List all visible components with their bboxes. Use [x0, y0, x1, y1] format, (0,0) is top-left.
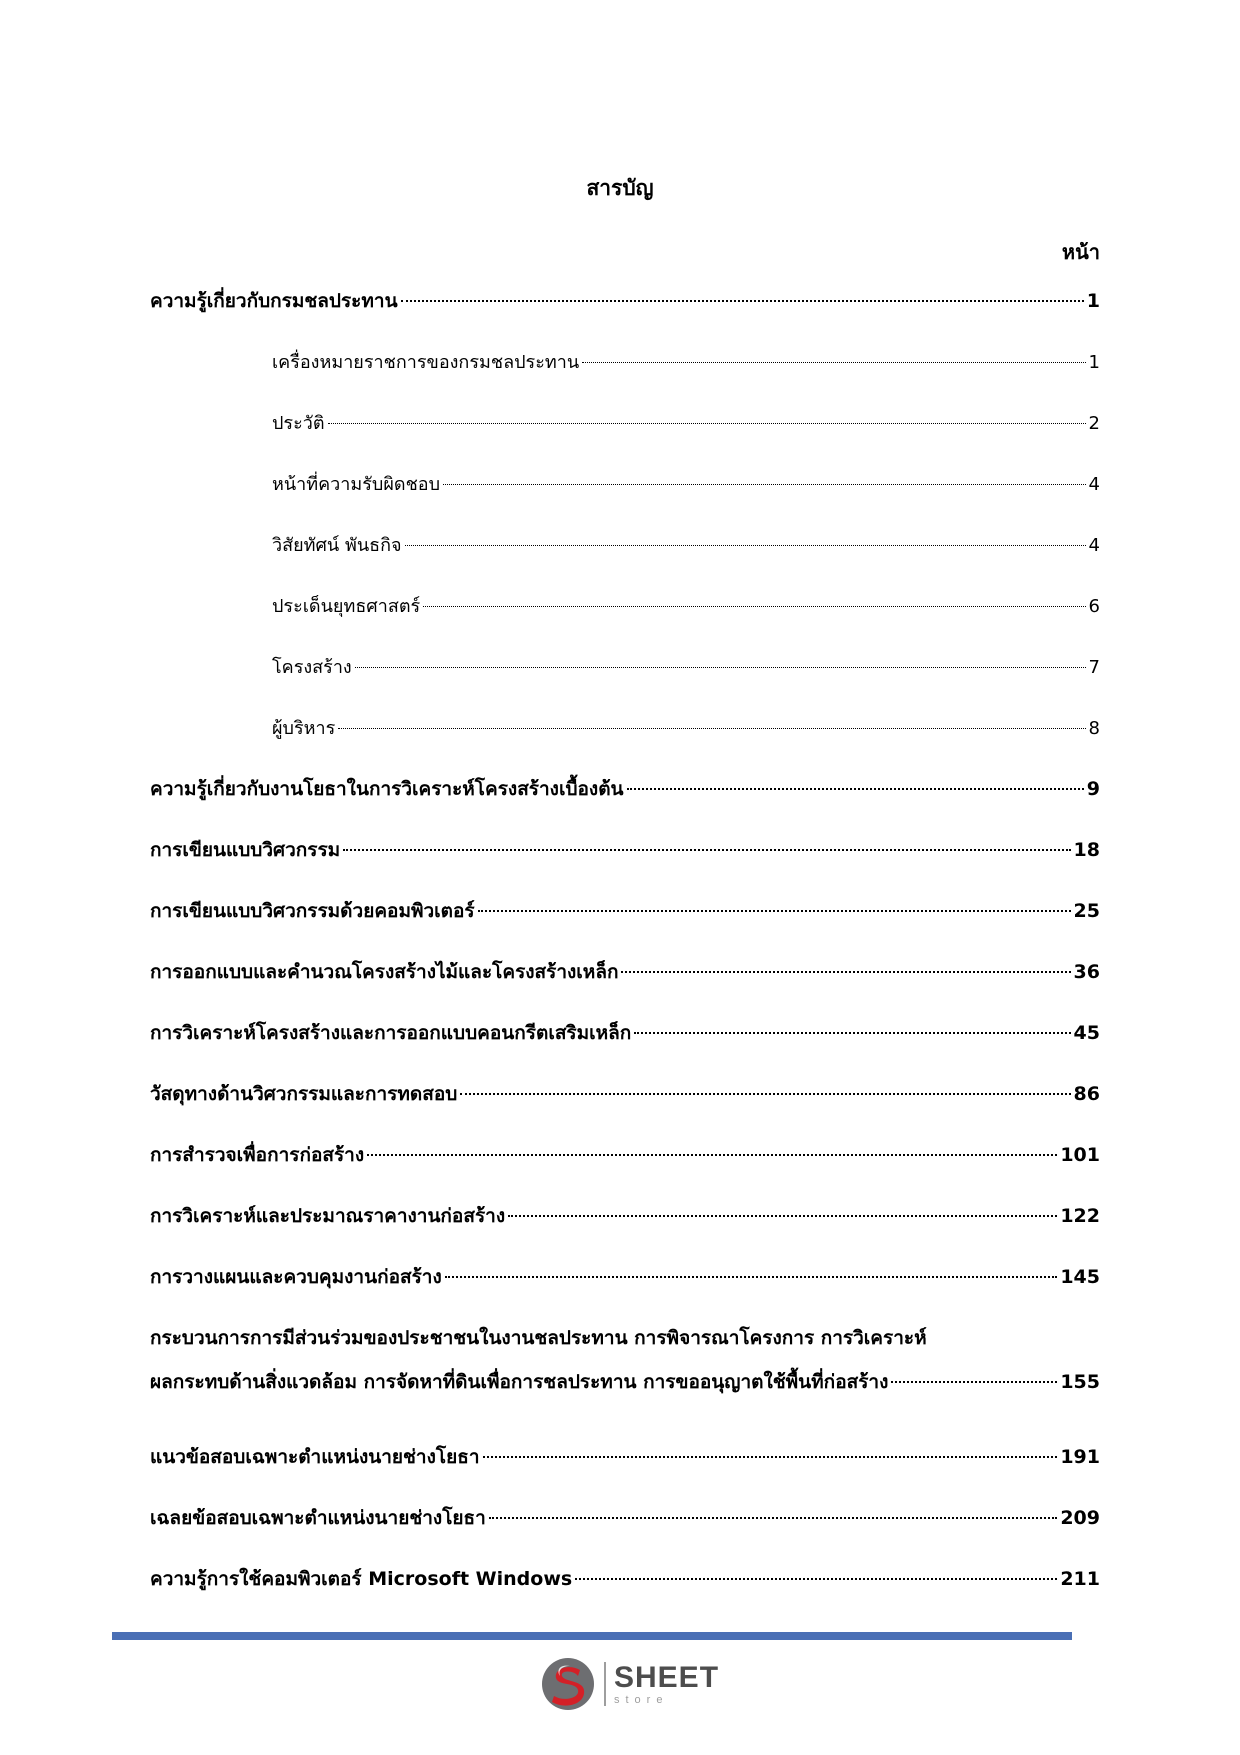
toc-entry[interactable] [150, 591, 1100, 652]
toc-entry-label: การวิเคราะห์โครงสร้างและการออกแบบคอนกรีตเสริมเหล็ก [150, 1022, 632, 1044]
toc-entry[interactable] [150, 652, 1100, 713]
toc-entry[interactable] [150, 408, 1100, 469]
toc-entry-page: 211 [1060, 1568, 1100, 1590]
toc-entry-label: ผู้บริหาร [272, 718, 336, 739]
toc-tail-list [150, 1442, 1100, 1625]
toc-entry[interactable] [150, 347, 1100, 408]
toc-leader [891, 1381, 1057, 1383]
toc-leader [405, 545, 1086, 546]
toc-leader [621, 971, 1070, 973]
toc-entry[interactable] [150, 1262, 1100, 1323]
footer-divider [112, 1632, 1072, 1640]
toc-entry-label: การวิเคราะห์และประมาณราคางานก่อสร้าง [150, 1205, 506, 1227]
toc-entry[interactable] [150, 286, 1100, 347]
toc-entry-label: การวางแผนและควบคุมงานก่อสร้าง [150, 1266, 442, 1288]
toc-entry-label: ความรู้การใช้คอมพิวเตอร์ Microsoft Windows [150, 1568, 573, 1590]
toc-entry-page: 101 [1060, 1144, 1100, 1166]
toc-entry-label: การเขียนแบบวิศวกรรม [150, 839, 341, 861]
toc-entry-page: 45 [1073, 1022, 1100, 1044]
toc-entry[interactable] [150, 1442, 1100, 1503]
toc-entry-page: 1 [1088, 352, 1100, 373]
toc-entry-page: 36 [1073, 961, 1100, 983]
toc-entry-page: 7 [1088, 657, 1100, 678]
toc-entry[interactable] [150, 1564, 1100, 1625]
toc-entry[interactable] [150, 835, 1100, 896]
toc-entry-label: การสำรวจเพื่อการก่อสร้าง [150, 1144, 365, 1166]
toc-leader [627, 788, 1084, 790]
page-column-heading: หน้า [1061, 240, 1100, 264]
toc-entry-label: แนวข้อสอบเฉพาะตำแหน่งนายช่างโยธา [150, 1446, 480, 1468]
toc-entry-page: 1 [1086, 290, 1100, 312]
page-title: สารบัญ [586, 176, 654, 200]
toc-entry-label: ความรู้เกี่ยวกับกรมชลประทาน [150, 290, 398, 312]
toc-entry-label: เฉลยข้อสอบเฉพาะตำแหน่งนายช่างโยธา [150, 1507, 486, 1529]
toc-entry-label: ประวัติ [272, 413, 325, 434]
toc-leader [460, 1093, 1070, 1095]
toc-entry-label: ประเด็นยุทธศาสตร์ [272, 596, 421, 617]
logo-subtext: store [614, 1693, 669, 1706]
toc-entry-label: การออกแบบและคำนวณโครงสร้างไม้และโครงสร้างเหล็ก [150, 961, 619, 983]
toc-entry-page: 191 [1060, 1446, 1100, 1468]
toc-entry-label: วิสัยทัศน์ พันธกิจ [272, 535, 402, 556]
sheet-store-logo-icon [540, 1656, 596, 1712]
toc-entry[interactable] [150, 713, 1100, 774]
toc-leader [328, 423, 1086, 424]
toc-leader [338, 728, 1085, 729]
sheet-store-logo [540, 1656, 719, 1712]
toc-entry-label: โครงสร้าง [272, 657, 352, 678]
toc-entry-page: 155 [1060, 1371, 1100, 1393]
toc-entry-page: 9 [1086, 778, 1100, 800]
toc-leader [483, 1456, 1058, 1458]
toc-entry-page: 25 [1073, 900, 1100, 922]
toc-entry-label: การเขียนแบบวิศวกรรมด้วยคอมพิวเตอร์ [150, 900, 475, 922]
toc-leader [508, 1215, 1057, 1217]
toc-entry-page: 209 [1060, 1507, 1100, 1529]
toc-entry-page: 86 [1073, 1083, 1100, 1105]
toc-entry-label-line1: กระบวนการการมีส่วนร่วมของประชาชนในงานชลประทาน การพิจารณาโครงการ การวิเคราะห์ [150, 1327, 927, 1349]
toc-leader [401, 300, 1084, 302]
toc-entry-label: เครื่องหมายราชการของกรมชลประทาน [272, 352, 580, 373]
toc-entry-page: 2 [1088, 413, 1100, 434]
toc-entry-page: 4 [1088, 474, 1100, 495]
logo-divider [604, 1662, 606, 1706]
toc-leader [634, 1032, 1070, 1034]
toc-entry[interactable] [150, 1140, 1100, 1201]
toc-entry[interactable] [150, 1018, 1100, 1079]
toc-leader [443, 484, 1086, 485]
toc-entry-label-line2: ผลกระทบด้านสิ่งแวดล้อม การจัดหาที่ดินเพื่อการชลประทาน การขออนุญาตใช้พื้นที่ก่อสร้าง [150, 1371, 889, 1393]
toc-entry[interactable] [150, 896, 1100, 957]
toc-leader [489, 1517, 1058, 1519]
toc-entry[interactable] [150, 1503, 1100, 1564]
toc-leader [355, 667, 1086, 668]
toc-leader [445, 1276, 1058, 1278]
toc-entry-label: วัสดุทางด้านวิศวกรรมและการทดสอบ [150, 1083, 458, 1105]
toc-main-list [150, 286, 1100, 1323]
toc-entry-label: หน้าที่ความรับผิดชอบ [272, 474, 441, 495]
toc-entry-page: 18 [1073, 839, 1100, 861]
toc-entry[interactable] [150, 1079, 1100, 1140]
toc-entry[interactable] [150, 1201, 1100, 1262]
toc-leader [582, 362, 1085, 363]
toc-entry[interactable] [150, 530, 1100, 591]
logo-text: SHEET [614, 1660, 720, 1694]
table-of-contents [150, 286, 1100, 1625]
toc-leader [343, 849, 1070, 851]
toc-entry-page: 122 [1060, 1205, 1100, 1227]
toc-entry-page: 4 [1088, 535, 1100, 556]
toc-leader [575, 1578, 1057, 1580]
toc-leader [423, 606, 1085, 607]
toc-entry[interactable] [150, 469, 1100, 530]
toc-leader [478, 910, 1071, 912]
toc-entry-page: 8 [1088, 718, 1100, 739]
toc-leader [367, 1154, 1057, 1156]
toc-entry-page: 6 [1088, 596, 1100, 617]
toc-entry[interactable] [150, 957, 1100, 1018]
toc-entry-page: 145 [1060, 1266, 1100, 1288]
toc-entry-label: ความรู้เกี่ยวกับงานโยธาในการวิเคราะห์โครงสร้างเบื้องต้น [150, 778, 624, 800]
toc-entry[interactable] [150, 774, 1100, 835]
toc-entry-multiline[interactable] [150, 1323, 1100, 1428]
